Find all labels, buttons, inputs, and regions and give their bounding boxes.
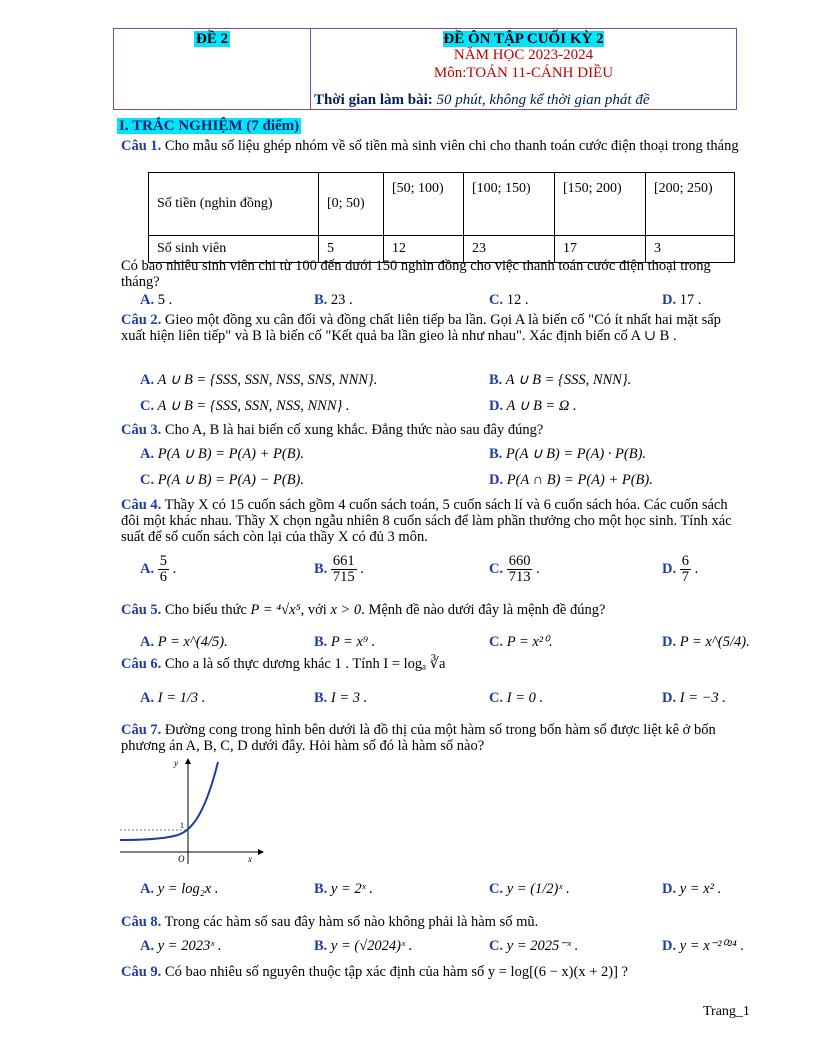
option-text: 23 . (330, 292, 353, 308)
option-letter: D. (662, 690, 677, 706)
q3-option-a (140, 446, 304, 462)
table-row2-label: Số sinh viên (149, 236, 319, 263)
time-value: 50 phút, không kể thời gian phát đề (436, 92, 650, 108)
y-intercept-label: 1 (180, 821, 184, 830)
question-6-text: Cho a là số thực dương khác 1 . Tính I = logₐ ∛a (164, 656, 446, 672)
q3-option-b (489, 446, 646, 462)
time-limit (314, 92, 649, 108)
question-1-label: Câu 1. (121, 138, 162, 154)
option-letter: C. (489, 881, 504, 897)
option-letter: D. (489, 472, 504, 488)
option-text: 12 . (506, 292, 529, 308)
q4-option-c: C. $\frac{660}{713}$ . (489, 553, 540, 585)
table-cell: 5 (319, 236, 384, 263)
denominator: 6 (159, 569, 167, 585)
q8-option-a (140, 938, 222, 954)
q7-option-a (140, 881, 218, 897)
q7-option-d (662, 881, 721, 897)
option-text: P(A ∪ B) = P(A) · P(B). (505, 446, 647, 462)
question-3-text: Cho A, B là hai biến cố xung khắc. Đẳng thức nào sau đây đúng? (164, 422, 544, 438)
option-text: I = 1/3 . (157, 690, 206, 706)
option-letter: D. (662, 938, 677, 954)
numerator: 661 (332, 553, 355, 569)
exam-header (113, 28, 737, 110)
option-letter: B. (314, 292, 328, 308)
q7-option-b (314, 881, 373, 897)
q6-option-d (662, 690, 726, 706)
table-cell: 12 (384, 236, 464, 263)
question-1-text: Cho mẫu số liệu ghép nhóm về số tiền mà sinh viên chi cho thanh toán cước điện thoại trong tháng (164, 138, 739, 154)
q3-option-c (140, 472, 304, 488)
option-letter: C. (140, 398, 155, 414)
q2-option-d (489, 398, 577, 414)
option-letter: D. (662, 292, 677, 308)
x-axis-arrow (258, 849, 264, 855)
question-5-text-before: Cho biểu thức (164, 602, 247, 618)
question-6 (121, 656, 741, 672)
school-year: NĂM HỌC 2023-2024 (453, 47, 594, 63)
question-5-text-after: . Mệnh đề nào dưới đây là mệnh đề đúng? (361, 602, 606, 618)
option-letter: A. (140, 372, 155, 388)
numerator: 6 (681, 553, 689, 569)
question-7-text: Đường cong trong hình bên dưới là đồ thị của một hàm số trong bốn hàm số được liệt kê ở bốn phương án A, B, C, D dưới đây. Hỏi hàm số đó là hàm số nào? (121, 722, 716, 754)
q5-option-b (314, 634, 375, 650)
option-text: P = x^(5/4). (679, 634, 750, 650)
page-footer: Trang_1 (703, 1004, 750, 1019)
q6-option-a (140, 690, 205, 706)
q5-option-d (662, 634, 750, 650)
question-9-text: Có bao nhiêu số nguyên thuộc tập xác định của hàm số y = log[(6 − x)(x + 2)] ? (164, 964, 628, 980)
question-2-text: Gieo một đồng xu cân đối và đồng chất liên tiếp ba lần. Gọi A là biến cố "Có ít nhất hai mặt sấp xuất hiện liên tiếp" và B là biến cố "Kết quả ba lần gieo là như nhau". Xác định biến cố A ∪ B . (121, 312, 721, 344)
option-text: y = x² . (679, 881, 722, 897)
option-letter: A. (140, 881, 155, 897)
x-axis-label: x (248, 854, 252, 864)
table-cell: [200; 250) (646, 173, 735, 236)
table-cell: 17 (555, 236, 646, 263)
option-letter: B. (489, 372, 503, 388)
q4-option-d: D. $\frac{6}{7}$ . (662, 553, 699, 585)
q1-option-d (662, 292, 701, 308)
option-text: P(A ∪ B) = P(A) + P(B). (157, 446, 305, 462)
table-cell: 23 (464, 236, 555, 263)
table-cell: [150; 200) (555, 173, 646, 236)
option-text: 17 . (679, 292, 702, 308)
option-text: I = −3 . (679, 690, 726, 706)
option-text: 5 . (157, 292, 173, 308)
option-letter: C. (489, 938, 504, 954)
table-cell: [100; 150) (464, 173, 555, 236)
exponential-graph (118, 756, 264, 868)
q8-option-d (662, 938, 744, 954)
option-letter: B. (314, 881, 328, 897)
option-letter: D. (662, 634, 677, 650)
q2-option-b (489, 372, 631, 388)
question-8-text: Trong các hàm số sau đây hàm số nào không phải là hàm số mũ. (164, 914, 539, 930)
question-8 (121, 914, 741, 930)
option-text: P(A ∪ B) = P(A) − P(B). (157, 472, 305, 488)
q1-option-b (314, 292, 353, 308)
q3-option-d (489, 472, 653, 488)
option-text: y = 2ˣ . (330, 881, 373, 897)
frequency-table (148, 172, 735, 263)
option-letter: B. (314, 938, 328, 954)
option-text: P(A ∩ B) = P(A) + P(B). (506, 472, 653, 488)
q2-option-c (140, 398, 350, 414)
option-text: y = (√2024)ˣ . (330, 938, 413, 954)
question-7 (121, 722, 741, 754)
section-title: I. TRẮC NGHIỆM (7 điểm) (119, 118, 300, 134)
question-4-text: Thầy X có 15 cuốn sách gồm 4 cuốn sách toán, 5 cuốn sách lí và 6 cuốn sách hóa. Các cuốn sách đôi một khác nhau. Thầy X chọn ngẫu nhiên 8 cuốn sách để làm phần thưởng cho một học sinh. Tính xác suất để số cuốn sách còn lại của thầy X có đủ 3 môn. (121, 497, 732, 545)
time-label: Thời gian làm bài: (314, 92, 433, 108)
fraction (507, 554, 533, 585)
option-letter: D. (662, 560, 677, 577)
option-letter: B. (314, 690, 328, 706)
exponential-curve (120, 762, 218, 840)
option-text: y = 2025⁻ˣ . (506, 938, 579, 954)
subject: Môn:TOÁN 11-CÁNH DIỀU (433, 65, 614, 81)
option-text: y = x⁻²⁰²⁴ . (679, 938, 745, 954)
q8-option-c (489, 938, 578, 954)
option-letter: B. (314, 560, 328, 577)
numerator: 660 (508, 553, 531, 569)
question-3-label: Câu 3. (121, 422, 162, 438)
numerator: 5 (159, 553, 167, 569)
question-5 (121, 602, 741, 618)
question-5-text-middle: , với (300, 602, 327, 618)
table-cell: [0; 50) (319, 173, 384, 236)
q2-option-a (140, 372, 377, 388)
denominator: 713 (508, 569, 531, 585)
q5-option-a (140, 634, 228, 650)
denominator: 7 (681, 569, 689, 585)
option-text: A ∪ B = {SSS, NNN}. (505, 372, 632, 388)
option-letter: D. (662, 881, 677, 897)
option-text: y = (1/2)ˣ . (506, 881, 570, 897)
option-text: y = 2023ˣ . (157, 938, 222, 954)
q1-option-a (140, 292, 172, 308)
question-6-label: Câu 6. (121, 656, 162, 672)
question-3 (121, 422, 741, 438)
question-8-label: Câu 8. (121, 914, 162, 930)
question-9 (121, 964, 741, 980)
table-row1-label: Số tiền (nghìn đồng) (149, 173, 319, 236)
option-text: I = 0 . (506, 690, 544, 706)
q7-option-c (489, 881, 570, 897)
table-cell: 3 (646, 236, 735, 263)
option-letter: C. (489, 634, 504, 650)
question-2 (121, 312, 741, 344)
question-1 (121, 138, 741, 154)
fraction (680, 554, 691, 585)
option-letter: D. (489, 398, 504, 414)
y-axis-arrow (185, 758, 191, 764)
option-letter: A. (140, 560, 155, 577)
option-text: I = 3 . (330, 690, 368, 706)
origin-label: O (178, 854, 185, 864)
fraction (331, 554, 357, 585)
question-5-label: Câu 5. (121, 602, 162, 618)
option-letter: A. (140, 634, 155, 650)
question-4 (121, 497, 741, 545)
denominator: 715 (332, 569, 355, 585)
table-cell: [50; 100) (384, 173, 464, 236)
question-7-label: Câu 7. (121, 722, 162, 738)
option-text: P = x⁹ . (330, 634, 376, 650)
exam-code: ĐỀ 2 (196, 31, 229, 47)
exam-title (311, 31, 736, 47)
q8-option-b (314, 938, 412, 954)
option-letter: C. (489, 292, 504, 308)
option-text: P = x²⁰. (506, 634, 553, 650)
question-9-label: Câu 9. (121, 964, 162, 980)
option-letter: C. (140, 472, 155, 488)
option-text: A ∪ B = Ω . (506, 398, 577, 414)
option-text: A ∪ B = {SSS, SSN, NSS, SNS, NNN}. (157, 372, 378, 388)
option-text: P = x^(4/5). (157, 634, 228, 650)
fraction (158, 554, 169, 585)
q6-option-b (314, 690, 367, 706)
option-letter: A. (140, 446, 155, 462)
question-5-cond: x > 0 (330, 602, 362, 618)
q1-option-c (489, 292, 528, 308)
option-text: y = log₂x . (157, 881, 219, 897)
option-letter: A. (140, 938, 155, 954)
option-letter: B. (489, 446, 503, 462)
y-axis-label: y (174, 758, 178, 768)
q4-option-a: A. $\frac{5}{6}$ . (140, 553, 177, 585)
option-letter: A. (140, 690, 155, 706)
option-letter: C. (489, 690, 504, 706)
q5-option-c (489, 634, 553, 650)
option-letter: A. (140, 292, 155, 308)
exam-title-text: ĐỀ ÔN TẬP CUỐI KỲ 2 (443, 31, 604, 47)
question-4-label: Câu 4. (121, 497, 162, 513)
option-letter: B. (314, 634, 328, 650)
option-text: A ∪ B = {SSS, SSN, NSS, NNN} . (157, 398, 350, 414)
question-5-expr: P = ⁴√x⁵ (250, 602, 301, 618)
q6-option-c (489, 690, 543, 706)
question-1-prompt: Có bao nhiêu sinh viên chi từ 100 đến dưới 150 nghìn đồng cho việc thanh toán cước điện thoại trong tháng? (121, 258, 711, 290)
option-letter: C. (489, 560, 504, 577)
question-2-label: Câu 2. (121, 312, 162, 328)
q4-option-b: B. $\frac{661}{715}$ . (314, 553, 364, 585)
